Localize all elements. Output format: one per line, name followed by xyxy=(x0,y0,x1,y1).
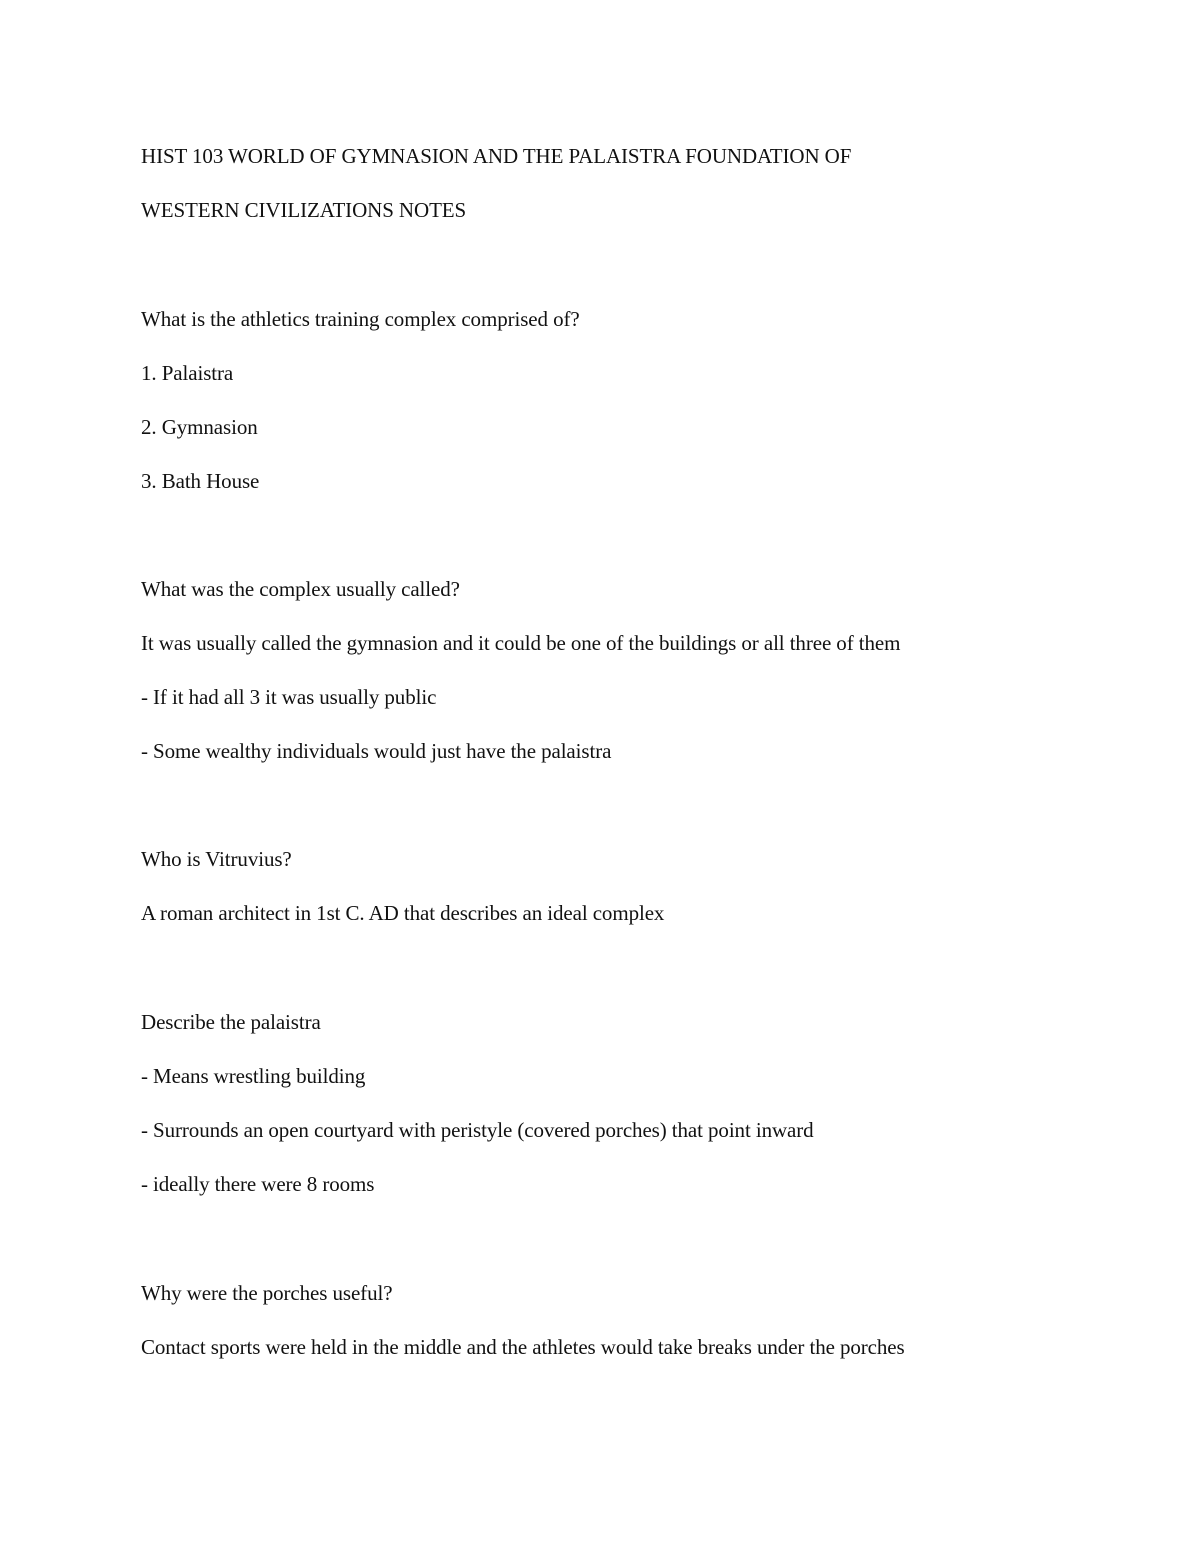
bullet-line: - Means wrestling building xyxy=(141,1064,366,1088)
bullet-line: - ideally there were 8 rooms xyxy=(141,1172,375,1196)
list-item: 2. Gymnasion xyxy=(141,415,258,439)
title-line-1: HIST 103 WORLD OF GYMNASION AND THE PALAISTRA FOUNDATION OF xyxy=(141,144,852,168)
bullet-line: - Some wealthy individuals would just have the palaistra xyxy=(141,739,612,763)
answer-line: It was usually called the gymnasion and it could be one of the buildings or all three of them xyxy=(141,631,901,655)
question-2: What was the complex usually called? xyxy=(141,577,460,601)
question-3: Who is Vitruvius? xyxy=(141,847,292,871)
answer-line: A roman architect in 1st C. AD that describes an ideal complex xyxy=(141,901,665,925)
bullet-line: - If it had all 3 it was usually public xyxy=(141,685,437,709)
bullet-line: - Surrounds an open courtyard with peristyle (covered porches) that point inward xyxy=(141,1118,814,1142)
list-item: 3. Bath House xyxy=(141,469,260,493)
answer-line: Contact sports were held in the middle and the athletes would take breaks under the porches xyxy=(141,1335,905,1359)
list-item: 1. Palaistra xyxy=(141,361,234,385)
question-5: Why were the porches useful? xyxy=(141,1281,393,1305)
title-line-2: WESTERN CIVILIZATIONS NOTES xyxy=(141,198,467,222)
question-1: What is the athletics training complex comprised of? xyxy=(141,307,580,331)
question-4: Describe the palaistra xyxy=(141,1010,321,1034)
